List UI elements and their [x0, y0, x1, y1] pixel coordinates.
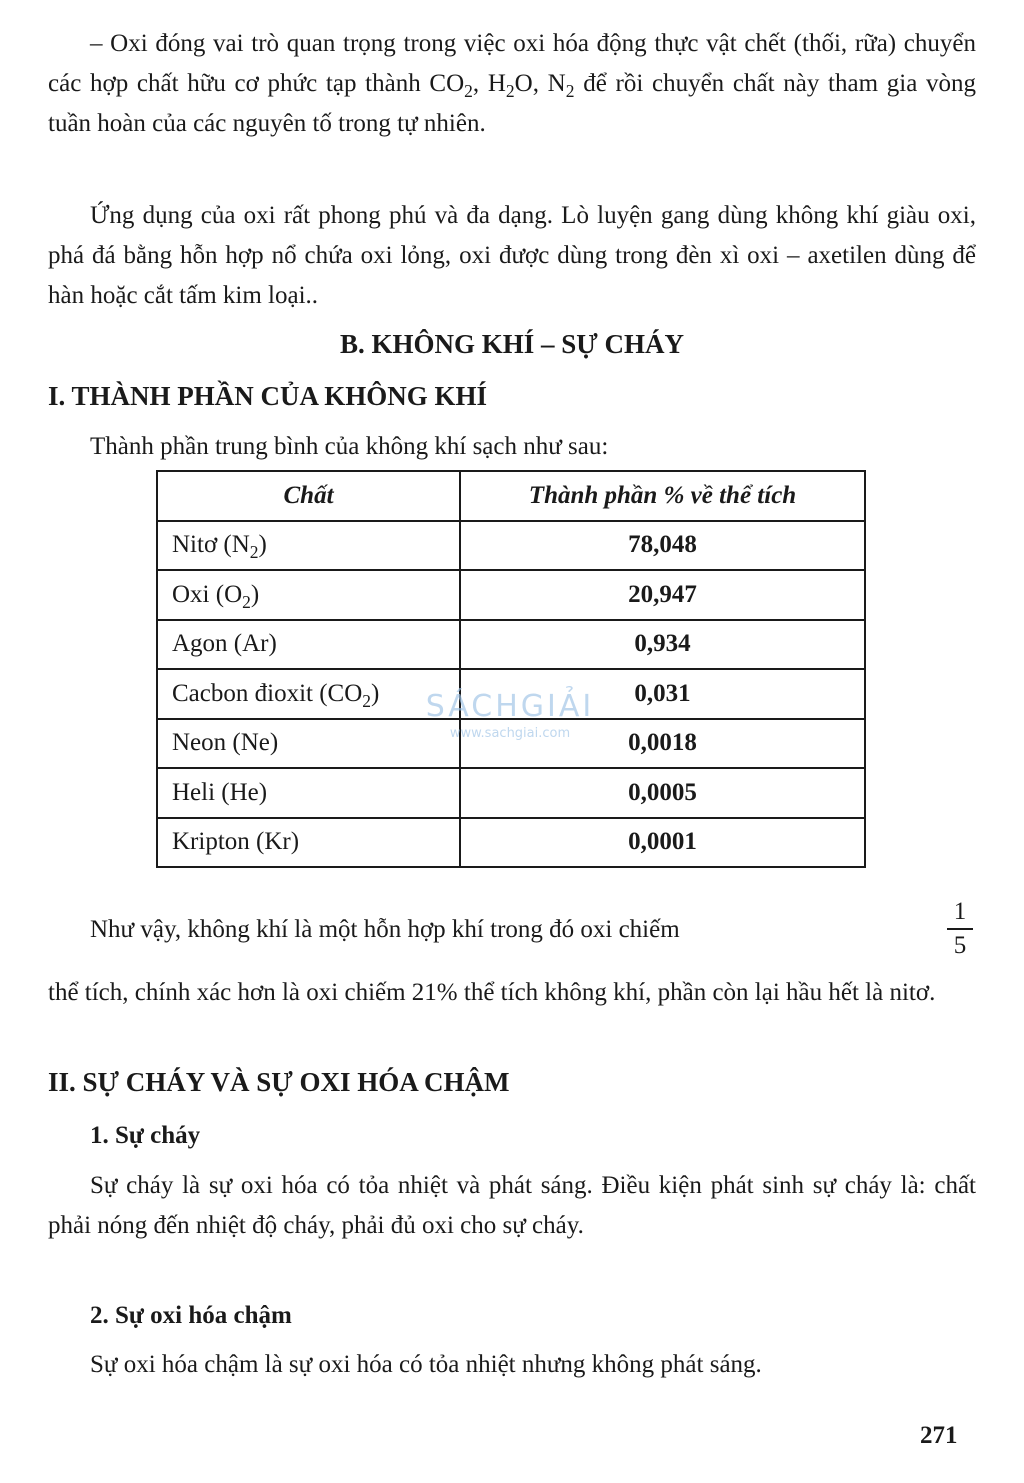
table-header-row — [157, 471, 865, 521]
substance-label: Heli (He) — [172, 778, 268, 806]
section-b-heading: B. KHÔNG KHÍ – SỰ CHÁY — [339, 329, 685, 359]
paragraph-oxygen-applications: Ứng dụng của oxi rất phong phú và đa dạng. Lò luyện gang dùng không khí giàu oxi, phá đá bằng hỗn hợp nổ chứa oxi lỏng, oxi được dùng trong đèn xì oxi – axetilen dùng để hàn hoặc cắt tấm kim loại.. — [48, 202, 976, 309]
subsection-2-heading: 2. Sự oxi hóa chậm — [90, 1302, 292, 1329]
substance-label: Neon (Ne) — [172, 729, 279, 757]
fraction-denominator: 5 — [953, 932, 967, 959]
table-row — [157, 521, 865, 571]
substance-close: ) — [258, 531, 267, 559]
table-row — [157, 818, 865, 868]
header-substance: Chất — [157, 471, 460, 521]
conclusion-rest: thể tích, chính xác hơn là oxi chiếm 21% thể tích không khí, phần còn lại hầu hết là nitơ. — [48, 979, 936, 1006]
substance-label: Cacbon đioxit (CO — [172, 679, 363, 707]
substance-value: 0,0005 — [460, 768, 865, 818]
p1-sub1: 2 — [464, 81, 473, 101]
table-row — [157, 669, 865, 719]
substance-subscript: 2 — [242, 591, 251, 612]
slow-oxidation-paragraph: Sự oxi hóa chậm là sự oxi hóa có tỏa nhiệt nhưng không phát sáng. — [90, 1351, 762, 1378]
substance-label: Kripton (Kr) — [172, 828, 300, 856]
p1-seg4: để rồi chuyển chất này tham gia vòng tuần hoàn của các nguyên tố trong tự nhiên. — [48, 70, 976, 137]
page-number: 271 — [920, 1422, 958, 1449]
substance-name — [157, 818, 460, 868]
paragraph-oxidation-role — [48, 24, 976, 144]
section-2-heading: II. SỰ CHÁY VÀ SỰ OXI HÓA CHẬM — [48, 1067, 510, 1097]
table-row — [157, 620, 865, 670]
substance-subscript: 2 — [249, 542, 259, 563]
watermark-logo-text: SÁCHGIẢI — [425, 689, 595, 724]
p1-sub3: 2 — [565, 81, 575, 101]
substance-value: 0,031 — [460, 669, 865, 719]
substance-name — [157, 620, 460, 670]
substance-subscript: 2 — [362, 690, 372, 711]
substance-name — [157, 719, 460, 769]
substance-value: 0,0018 — [460, 719, 865, 769]
substance-value: 78,048 — [460, 521, 865, 571]
substance-value: 0,0001 — [460, 818, 865, 868]
air-composition-table — [156, 470, 866, 868]
substance-label: Nitơ (N — [172, 531, 250, 559]
substance-label: Agon (Ar) — [172, 630, 277, 658]
substance-label: Oxi (O — [172, 580, 243, 608]
fraction-one-fifth — [943, 898, 977, 960]
substance-name — [157, 570, 460, 620]
watermark-url: www.sachgiai.com — [449, 726, 571, 741]
fraction-bar — [947, 928, 973, 930]
substance-value: 20,947 — [460, 570, 865, 620]
p1-sub2: 2 — [505, 81, 515, 101]
subsection-1-heading: 1. Sự cháy — [90, 1122, 201, 1149]
substance-name — [157, 521, 460, 571]
table-row — [157, 570, 865, 620]
section-1-heading: I. THÀNH PHẦN CỦA KHÔNG KHÍ — [48, 381, 488, 411]
table-row — [157, 719, 865, 769]
substance-close: ) — [371, 679, 380, 707]
substance-name — [157, 768, 460, 818]
p1-seg3: O, N — [514, 70, 566, 97]
substance-name — [157, 669, 460, 719]
combustion-paragraph: Sự cháy là sự oxi hóa có tỏa nhiệt và phát sáng. Điều kiện phát sinh sự cháy là: chất phải nóng đến nhiệt độ cháy, phải đủ oxi cho sự cháy. — [48, 1172, 976, 1239]
substance-value: 0,934 — [460, 620, 865, 670]
p1-seg2: , H — [472, 70, 506, 97]
table-row — [157, 768, 865, 818]
substance-close: ) — [250, 580, 260, 608]
header-volume-percent: Thành phần % về thể tích — [460, 471, 865, 521]
fraction-numerator: 1 — [953, 898, 967, 925]
p1-seg1: – Oxi đóng vai trò quan trọng trong việc oxi hóa động thực vật chết (thối, rữa) chuyển các hợp chất hữu cơ phức tạp thành CO — [48, 30, 976, 97]
conclusion-line-1: Như vậy, không khí là một hỗn hợp khí trong đó oxi chiếm — [90, 916, 680, 943]
table-intro: Thành phần trung bình của không khí sạch như sau: — [90, 433, 609, 460]
